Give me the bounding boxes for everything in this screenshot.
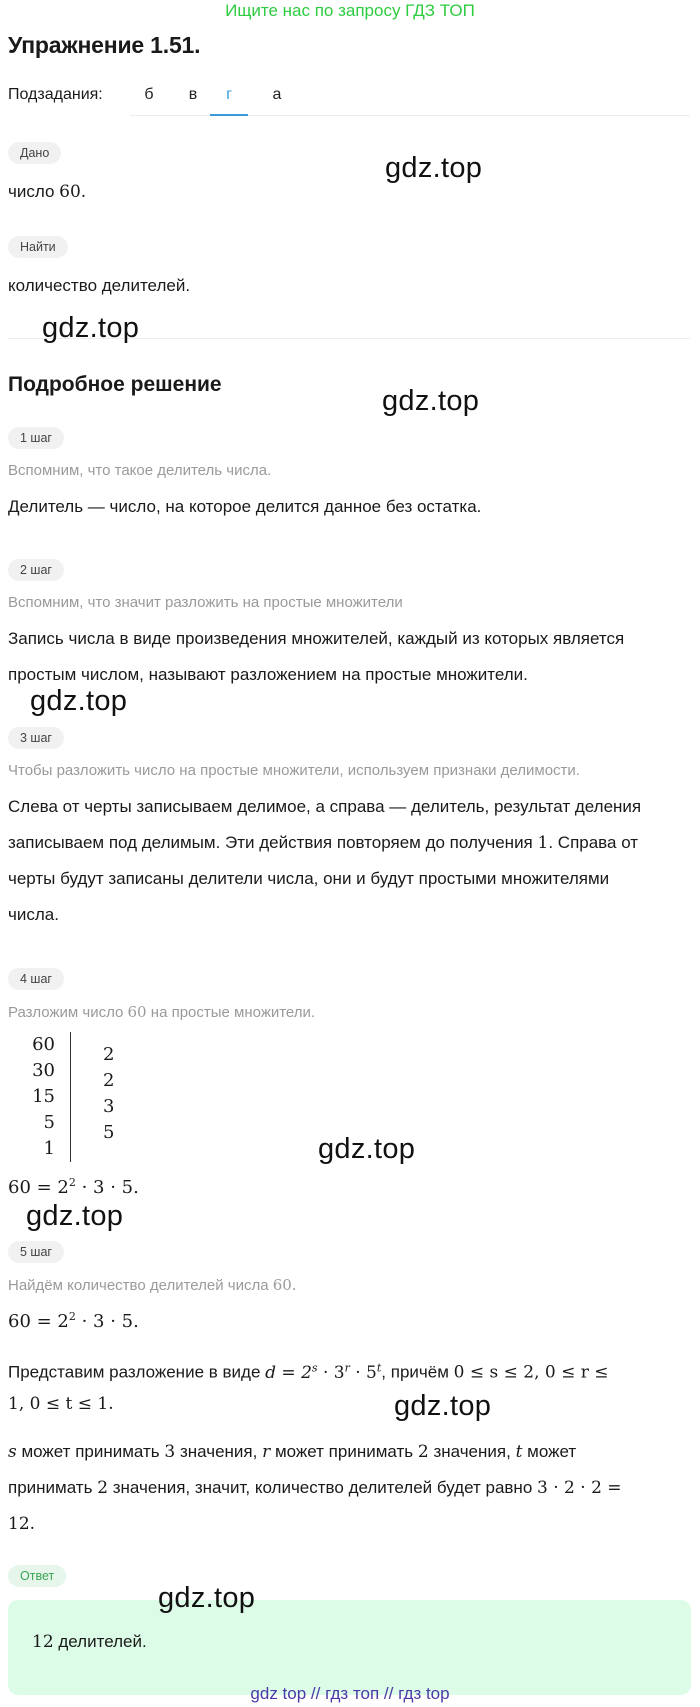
step-2-line-2: простым числом, называют разложением на простые множители. [8, 665, 528, 684]
step-3-pill: 3 шаг [8, 727, 64, 749]
footer-links[interactable]: gdz top // гдз топ // гдз top [250, 1684, 450, 1703]
given-number: 60. [59, 182, 87, 202]
subtasks-tabs [130, 80, 690, 116]
step-3-line-1: Слева от черты записываем делимое, а справа — делитель, результат деления [8, 797, 642, 816]
step-4-hint [8, 1003, 315, 1021]
watermark: gdz.top [158, 1582, 256, 1614]
step-3-line-4: числа. [8, 905, 59, 924]
step-3-line-2 [8, 825, 638, 861]
tab-v[interactable]: в [188, 86, 198, 103]
step-4-pill: 4 шаг [8, 968, 64, 990]
find-pill: Найти [8, 236, 68, 258]
step-5-line-2: 1, 0 ≤ t ≤ 1. [8, 1394, 114, 1414]
given-prefix: число [8, 182, 55, 201]
watermark: gdz.top [394, 1390, 492, 1422]
factor-dividend: 30 [32, 1060, 55, 1081]
watermark: gdz.top [318, 1133, 416, 1165]
top-banner[interactable]: Ищите нас по запросу ГДЗ ТОП [225, 1, 475, 20]
page-title: Упражнение 1.51. [8, 32, 201, 58]
step-3-line-2a: записываем под делимым. Эти действия повторяем до получения [8, 833, 533, 852]
watermark: gdz.top [30, 685, 128, 717]
factor-divisor: 3 [103, 1096, 115, 1117]
factor-separator [70, 1032, 71, 1162]
solution-title: Подробное решение [8, 373, 222, 396]
answer-pill: Ответ [8, 1565, 66, 1587]
factor-dividend: 1 [43, 1138, 55, 1159]
step-2-pill: 2 шаг [8, 559, 64, 581]
step-5-line-5: 12. [8, 1514, 36, 1534]
watermark: gdz.top [382, 385, 480, 417]
tab-g[interactable]: г [210, 86, 248, 116]
step-4-result: $60 = 2^2 \cdot 3 \cdot 5$. [8, 1176, 139, 1198]
step-3-hint: Чтобы разложить число на простые множители, используем признаки делимости. [8, 762, 580, 779]
tab-b[interactable]: б [144, 86, 154, 103]
given-text [8, 174, 86, 210]
factor-divisor: 5 [103, 1122, 115, 1143]
given-pill: Дано [8, 142, 61, 164]
tab-a[interactable]: а [272, 86, 282, 103]
factor-dividend: 60 [32, 1034, 55, 1055]
step-5-line-3: s может принимать 3 значения, r может принимать 2 значения, t может [8, 1442, 577, 1462]
watermark: gdz.top [42, 312, 140, 344]
step-3-line-3: черты будут записаны делители числа, они и будут простыми множителями [8, 869, 610, 888]
factor-divisor: 2 [103, 1044, 115, 1065]
factor-divisor: 2 [103, 1070, 115, 1091]
factor-dividend: 15 [32, 1086, 55, 1107]
step-1-text: Делитель — число, на которое делится данное без остатка. [8, 497, 482, 516]
answer-number: 12 [32, 1632, 54, 1652]
step-1-hint: Вспомним, что такое делитель числа. [8, 462, 272, 479]
step-4-hint-num: 60 [127, 1003, 147, 1021]
factor-dividend: 5 [43, 1112, 55, 1133]
step-5-hint [8, 1276, 297, 1294]
step-4-hint-a: Разложим число [8, 1004, 124, 1021]
step-5-formula: $60 = 2^2 \cdot 3 \cdot 5$. [8, 1310, 139, 1332]
step-3-line-2c: . Справа от [548, 833, 639, 852]
step-5-line-1: Представим разложение в виде $d = 2^s \cdot 3^r \cdot 5^t$, причём 0 ≤ s ≤ 2, 0 ≤ r ≤ [8, 1361, 609, 1383]
watermark: gdz.top [385, 152, 483, 184]
watermark: gdz.top [26, 1200, 124, 1232]
answer-text [32, 1632, 147, 1652]
find-text: количество делителей. [8, 276, 191, 295]
step-5-pill: 5 шаг [8, 1241, 64, 1263]
subtasks-label: Подзадания: [8, 86, 103, 103]
step-2-hint: Вспомним, что значит разложить на простые множители [8, 594, 403, 611]
step-4-hint-b: на простые множители. [150, 1004, 316, 1021]
step-3-one: 1 [537, 833, 549, 853]
step-5-line-4: принимать 2 значения, значит, количество делителей будет равно 3 · 2 · 2 = [8, 1478, 622, 1498]
step-5-hint-num: 60. [272, 1276, 297, 1294]
step-5-hint-a: Найдём количество делителей числа [8, 1277, 269, 1294]
step-2-line-1: Запись числа в виде произведения множителей, каждый из которых является [8, 629, 625, 648]
step-1-pill: 1 шаг [8, 427, 64, 449]
answer-unit: делителей. [58, 1632, 147, 1651]
